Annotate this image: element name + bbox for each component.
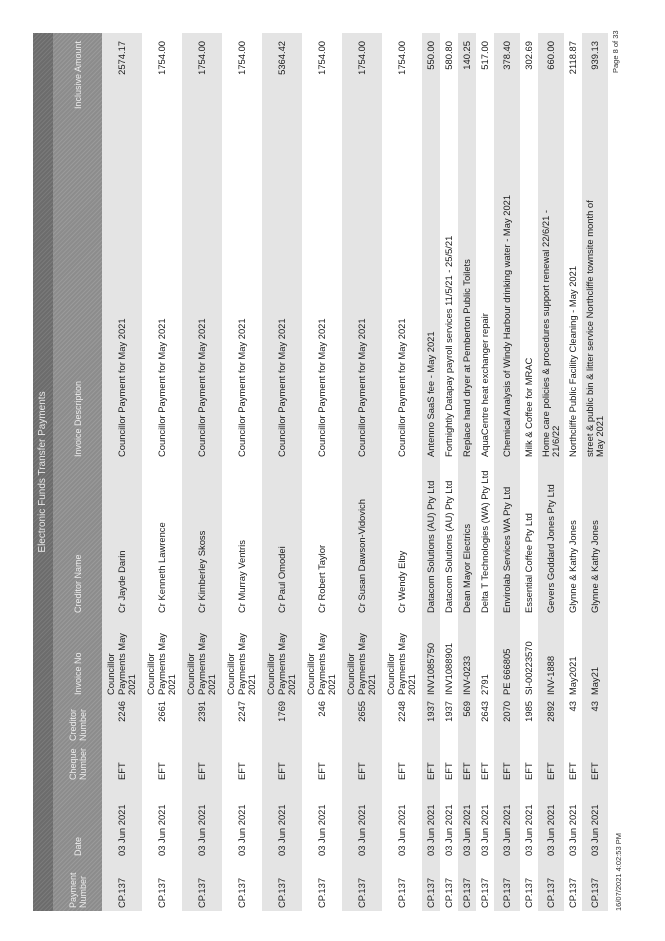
cell-date: 03 Jun 2021 bbox=[500, 804, 512, 856]
cell-invoice-no: INV-1888 bbox=[544, 655, 556, 695]
cell-cheque-number: EFT bbox=[115, 762, 127, 780]
cell-creditor-name: Cr Kimberley Skoss bbox=[195, 530, 207, 613]
cell-invoice-description: Milk & Coffee for MRAC bbox=[522, 357, 534, 457]
cell-amount: 1754.00 bbox=[355, 41, 367, 75]
cell-date: 03 Jun 2021 bbox=[355, 804, 367, 856]
cell-cheque-number: EFT bbox=[460, 762, 472, 780]
table-row bbox=[494, 33, 520, 911]
cell-creditor-name: Cr Susan Dawson-Vidovich bbox=[355, 499, 367, 613]
cell-cheque-number: EFT bbox=[442, 762, 454, 780]
cell-amount: 1754.00 bbox=[155, 41, 167, 75]
cell-date: 03 Jun 2021 bbox=[195, 804, 207, 856]
cell-invoice-description: Chemical Analysis of Windy Harbour drinking water - May 2021 bbox=[500, 194, 512, 457]
cell-creditor-number: 2070 bbox=[500, 701, 512, 722]
header-invoice-description: Invoice Description bbox=[72, 380, 83, 457]
table-header bbox=[53, 33, 102, 911]
cell-creditor-number: 2892 bbox=[544, 701, 556, 722]
cell-creditor-name: Datacom Solutions (AU) Pty Ltd bbox=[424, 480, 436, 613]
cell-creditor-number: 1937 bbox=[424, 701, 436, 722]
header-creditor-number: Creditor Number bbox=[67, 708, 88, 741]
cell-invoice-description: street & public bin & litter service Northcliffe townsite month of May 2021 bbox=[583, 200, 605, 457]
table-row bbox=[342, 33, 382, 911]
cell-creditor-number: 1769 bbox=[275, 701, 287, 722]
table-row bbox=[564, 33, 582, 911]
cell-cheque-number: EFT bbox=[355, 762, 367, 780]
cell-invoice-description: Councillor Payment for May 2021 bbox=[235, 318, 247, 457]
cell-amount: 660.00 bbox=[544, 41, 556, 70]
cell-amount: 939.13 bbox=[588, 41, 600, 70]
cell-payment-number: CP.137 bbox=[544, 877, 556, 908]
cell-invoice-no: Councillor Payments May 2021 bbox=[265, 633, 298, 695]
cell-cheque-number: EFT bbox=[275, 762, 287, 780]
table-row bbox=[222, 33, 262, 911]
cell-payment-number: CP.137 bbox=[315, 877, 327, 908]
header-inclusive-amount: Inclusive Amount bbox=[72, 41, 83, 110]
cell-payment-number: CP.137 bbox=[522, 877, 534, 908]
cell-date: 03 Jun 2021 bbox=[424, 804, 436, 856]
cell-creditor-name: Essential Coffee Pty Ltd bbox=[522, 513, 534, 613]
cell-amount: 2574.17 bbox=[115, 41, 127, 75]
cell-invoice-no: INV1085750 bbox=[424, 642, 436, 695]
cell-cheque-number: EFT bbox=[522, 762, 534, 780]
cell-creditor-name: Glynne & Kathy Jones bbox=[566, 520, 578, 613]
cell-date: 03 Jun 2021 bbox=[275, 804, 287, 856]
cell-cheque-number: EFT bbox=[155, 762, 167, 780]
cell-amount: 378.40 bbox=[500, 41, 512, 70]
print-timestamp: 16/07/2021 4:02:53 PM bbox=[614, 833, 623, 911]
cell-creditor-number: 2247 bbox=[235, 701, 247, 722]
cell-amount: 2118.87 bbox=[566, 41, 578, 75]
cell-payment-number: CP.137 bbox=[115, 877, 127, 908]
cell-cheque-number: EFT bbox=[588, 762, 600, 780]
cell-invoice-no: Councillor Payments May 2021 bbox=[145, 633, 178, 695]
cell-invoice-description: Councillor Payment for May 2021 bbox=[115, 318, 127, 457]
cell-payment-number: CP.137 bbox=[424, 877, 436, 908]
cell-amount: 302.69 bbox=[522, 41, 534, 70]
cell-cheque-number: EFT bbox=[544, 762, 556, 780]
cell-date: 03 Jun 2021 bbox=[566, 804, 578, 856]
cell-creditor-name: Datacom Solutions (AU) Pty Ltd bbox=[442, 480, 454, 613]
header-cheque-number: Cheque Number bbox=[67, 747, 88, 780]
cell-cheque-number: EFT bbox=[478, 762, 490, 780]
payments-table bbox=[33, 33, 606, 911]
cell-creditor-number: 2643 bbox=[478, 701, 490, 722]
cell-payment-number: CP.137 bbox=[478, 877, 490, 908]
cell-date: 03 Jun 2021 bbox=[544, 804, 556, 856]
cell-payment-number: CP.137 bbox=[460, 877, 472, 908]
cell-creditor-name: Cr Murray Ventris bbox=[235, 540, 247, 613]
cell-payment-number: CP.137 bbox=[500, 877, 512, 908]
cell-creditor-number: 43 bbox=[566, 701, 578, 712]
cell-invoice-no: Councillor Payments May 2021 bbox=[185, 633, 218, 695]
cell-amount: 140.25 bbox=[460, 41, 472, 70]
cell-invoice-no: Councillor Payments May 2021 bbox=[305, 633, 338, 695]
cell-invoice-description: Councillor Payment for May 2021 bbox=[395, 318, 407, 457]
cell-payment-number: CP.137 bbox=[355, 877, 367, 908]
cell-cheque-number: EFT bbox=[424, 762, 436, 780]
cell-invoice-description: Home care policies & procedures support renewal 22/6/21 - 21/6/22 bbox=[539, 209, 561, 457]
cell-cheque-number: EFT bbox=[500, 762, 512, 780]
cell-amount: 517.00 bbox=[478, 41, 490, 70]
cell-date: 03 Jun 2021 bbox=[442, 804, 454, 856]
cell-cheque-number: EFT bbox=[566, 762, 578, 780]
cell-invoice-no: May2021 bbox=[566, 656, 578, 695]
cell-invoice-no: SI-00223570 bbox=[522, 641, 534, 695]
cell-date: 03 Jun 2021 bbox=[115, 804, 127, 856]
table-row bbox=[458, 33, 476, 911]
cell-creditor-name: Gevers Goddard Jones Pty Ltd bbox=[544, 484, 556, 613]
cell-cheque-number: EFT bbox=[315, 762, 327, 780]
table-row bbox=[262, 33, 302, 911]
cell-date: 03 Jun 2021 bbox=[315, 804, 327, 856]
cell-payment-number: CP.137 bbox=[155, 877, 167, 908]
cell-creditor-name: Cr Robert Taylor bbox=[315, 544, 327, 613]
cell-creditor-name: Delta T Technologies (WA) Pty Ltd bbox=[478, 470, 490, 613]
cell-creditor-name: Cr Kenneth Lawrence bbox=[155, 522, 167, 613]
cell-creditor-name: Dean Mayor Electrics bbox=[460, 523, 472, 613]
cell-creditor-number: 246 bbox=[315, 701, 327, 717]
cell-invoice-description: Councillor Payment for May 2021 bbox=[195, 318, 207, 457]
table-row bbox=[382, 33, 422, 911]
cell-creditor-number: 1985 bbox=[522, 701, 534, 722]
cell-payment-number: CP.137 bbox=[235, 877, 247, 908]
cell-creditor-name: Envirolab Services WA Pty Ltd bbox=[500, 486, 512, 613]
cell-creditor-name: Cr Paul Omodei bbox=[275, 546, 287, 613]
cell-payment-number: CP.137 bbox=[275, 877, 287, 908]
cell-invoice-description: Councillor Payment for May 2021 bbox=[355, 318, 367, 457]
cell-payment-number: CP.137 bbox=[195, 877, 207, 908]
table-row bbox=[538, 33, 564, 911]
cell-invoice-no: Councillor Payments May 2021 bbox=[225, 633, 258, 695]
cell-date: 03 Jun 2021 bbox=[235, 804, 247, 856]
cell-invoice-no: Councillor Payments May 2021 bbox=[105, 633, 138, 695]
table-row bbox=[476, 33, 494, 911]
cell-amount: 580.80 bbox=[442, 41, 454, 70]
cell-creditor-number: 2661 bbox=[155, 701, 167, 722]
header-payment-number: Payment Number bbox=[67, 872, 88, 908]
cell-invoice-no: Councillor Payments May 2021 bbox=[345, 633, 378, 695]
cell-invoice-description: Antenno SaaS fee - May 2021 bbox=[424, 331, 436, 457]
cell-creditor-number: 2655 bbox=[355, 701, 367, 722]
cell-invoice-no: Councillor Payments May 2021 bbox=[385, 633, 418, 695]
cell-creditor-number: 2248 bbox=[395, 701, 407, 722]
cell-payment-number: CP.137 bbox=[566, 877, 578, 908]
cell-payment-number: CP.137 bbox=[442, 877, 454, 908]
cell-creditor-number: 2246 bbox=[115, 701, 127, 722]
cell-date: 03 Jun 2021 bbox=[460, 804, 472, 856]
cell-amount: 1754.00 bbox=[195, 41, 207, 75]
cell-invoice-description: Councillor Payment for May 2021 bbox=[155, 318, 167, 457]
cell-creditor-name: Cr Wendy Elby bbox=[395, 550, 407, 613]
cell-creditor-number: 1937 bbox=[442, 701, 454, 722]
cell-invoice-no: May21 bbox=[588, 666, 600, 695]
cell-invoice-no: INV1088901 bbox=[442, 642, 454, 695]
table-row bbox=[440, 33, 458, 911]
table-row bbox=[520, 33, 538, 911]
report-title: Electronic Funds Transfer Payments bbox=[33, 33, 53, 911]
table-row bbox=[582, 33, 608, 911]
cell-cheque-number: EFT bbox=[395, 762, 407, 780]
cell-creditor-name: Glynne & Kathy Jones bbox=[588, 520, 600, 613]
table-row bbox=[302, 33, 342, 911]
table-row bbox=[182, 33, 222, 911]
table-row bbox=[422, 33, 440, 911]
cell-creditor-number: 2391 bbox=[195, 701, 207, 722]
cell-payment-number: CP.137 bbox=[588, 877, 600, 908]
cell-payment-number: CP.137 bbox=[395, 877, 407, 908]
cell-invoice-description: Councillor Payment for May 2021 bbox=[275, 318, 287, 457]
cell-amount: 1754.00 bbox=[395, 41, 407, 75]
cell-invoice-no: INV-0233 bbox=[460, 655, 472, 695]
cell-creditor-number: 43 bbox=[588, 701, 600, 712]
cell-invoice-no: PE 666805 bbox=[500, 648, 512, 695]
cell-date: 03 Jun 2021 bbox=[522, 804, 534, 856]
cell-invoice-description: Councillor Payment for May 2021 bbox=[315, 318, 327, 457]
page-number: Page 8 of 33 bbox=[611, 30, 620, 73]
cell-amount: 1754.00 bbox=[235, 41, 247, 75]
header-creditor-name: Creditor Name bbox=[72, 554, 83, 613]
cell-invoice-description: Fortnightly Datapay payroll services 11/5/21 - 25/5/21 bbox=[442, 235, 454, 457]
cell-invoice-description: AquaCentre heat exchanger repair bbox=[478, 313, 490, 457]
cell-amount: 1754.00 bbox=[315, 41, 327, 75]
cell-date: 03 Jun 2021 bbox=[395, 804, 407, 856]
header-invoice-no: Invoice No bbox=[72, 652, 83, 695]
cell-invoice-no: 2791 bbox=[478, 674, 490, 695]
cell-invoice-description: Replace hand dryer at Pemberton Public Toilets bbox=[460, 259, 472, 457]
cell-cheque-number: EFT bbox=[195, 762, 207, 780]
cell-date: 03 Jun 2021 bbox=[588, 804, 600, 856]
header-date: Date bbox=[72, 836, 83, 856]
cell-invoice-description: Northcliffe Public Facility Cleaning - May 2021 bbox=[566, 265, 578, 457]
cell-amount: 5364.42 bbox=[275, 41, 287, 75]
cell-amount: 550.00 bbox=[424, 41, 436, 70]
table-row bbox=[102, 33, 142, 911]
cell-date: 03 Jun 2021 bbox=[155, 804, 167, 856]
cell-date: 03 Jun 2021 bbox=[478, 804, 490, 856]
cell-creditor-number: 569 bbox=[460, 701, 472, 717]
cell-creditor-name: Cr Jayde Darin bbox=[115, 550, 127, 613]
table-row bbox=[142, 33, 182, 911]
cell-cheque-number: EFT bbox=[235, 762, 247, 780]
